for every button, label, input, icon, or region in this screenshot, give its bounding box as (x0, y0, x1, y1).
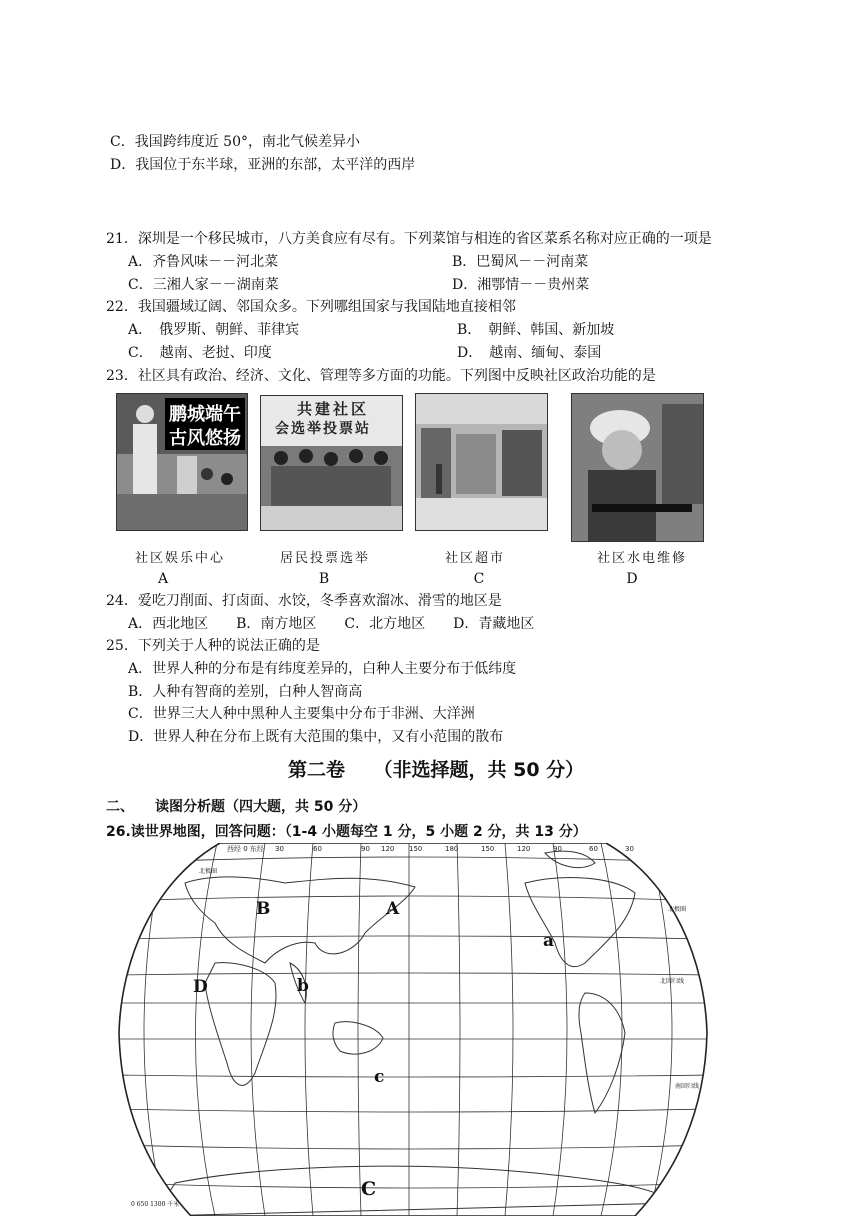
map-label-c-lower: c (374, 1067, 385, 1087)
caption-a: 社区娱乐中心 (134, 551, 225, 566)
photo-a-title-1: 鹏城端午 (169, 404, 241, 425)
caption-d: 社区水电维修 (596, 551, 687, 566)
q21-stem: 21．深圳是一个移民城市，八方美食应有尽有。下列菜馆与相连的省区菜系名称对应正确的一项是 (106, 231, 712, 247)
q22-option-d: D． 越南、缅甸、泰国 (457, 345, 602, 361)
world-map (115, 843, 711, 1216)
q25-stem: 25．下列关于人种的说法正确的是 (106, 638, 320, 654)
photo-d-image (572, 394, 703, 541)
q22-option-b: B． 朝鲜、韩国、新加坡 (457, 322, 615, 338)
map-top-tick: 30 (625, 845, 634, 853)
world-map-graphic (115, 843, 711, 1216)
letter-d: D (626, 571, 638, 587)
map-top-tick: 150 (409, 845, 423, 853)
q26-stem: 26.读世界地图，回答问题：（1-4 小题每空 1 分，5 小题 2 分，共 13 分） (106, 824, 587, 840)
map-top-tick: 180 (445, 845, 459, 853)
photo-voting (260, 395, 403, 531)
photo-repair (571, 393, 704, 542)
label-tropic-south: 南回归线 (675, 1083, 700, 1090)
map-top-tick: 30 (275, 845, 284, 853)
q20-option-c: C．我国跨纬度近 50°，南北气候差异小 (110, 134, 360, 150)
q20-option-d: D．我国位于东半球，亚洲的东部，太平洋的西岸 (110, 157, 416, 173)
photo-supermarket (415, 393, 548, 531)
map-label-c-upper: C (361, 1178, 377, 1200)
map-label-d-upper: D (193, 977, 208, 997)
q24-stem: 24．爱吃刀削面、打卤面、水饺，冬季喜欢溜冰、滑雪的地区是 (106, 593, 502, 609)
map-label-b-lower: b (297, 976, 309, 996)
map-label-b-upper: B (256, 899, 271, 919)
part2-title: 第二卷 （非选择题，共 50 分） (288, 759, 585, 781)
label-tropic: 北回归线 (660, 978, 685, 985)
label-arctic-right: 北极圈 (668, 906, 687, 913)
map-top-tick: 西经 0 东经 (227, 845, 264, 853)
photo-a-title-2: 古风悠扬 (169, 428, 241, 449)
q25-option-b: B．人种有智商的差别，白种人智商高 (128, 684, 363, 700)
photo-b-banner-2: 会选举投票站 (275, 421, 371, 437)
label-arctic-left: 北极圈 (199, 868, 218, 875)
photo-c-image (416, 394, 547, 530)
letter-b: B (318, 571, 330, 587)
q25-option-a: A．世界人种的分布是有纬度差异的，白种人主要分布于低纬度 (128, 661, 517, 677)
map-top-tick: 60 (313, 845, 322, 853)
q22-option-a: A． 俄罗斯、朝鲜、菲律宾 (128, 322, 300, 338)
photo-entertainment-center (116, 393, 248, 531)
map-top-tick: 120 (381, 845, 395, 853)
q21-option-a: A．齐鲁风味－－河北菜 (128, 254, 279, 270)
map-top-tick: 90 (553, 845, 562, 853)
caption-b: 居民投票选举 (279, 551, 370, 566)
q22-stem: 22．我国疆域辽阔、邻国众多。下列哪组国家与我国陆地直接相邻 (106, 299, 516, 315)
part2-section: 二、 读图分析题（四大题，共 50 分） (106, 799, 367, 815)
letter-a: A (157, 571, 169, 587)
map-top-tick: 60 (589, 845, 598, 853)
caption-c: 社区超市 (444, 551, 505, 566)
q23-stem: 23．社区具有政治、经济、文化、管理等多方面的功能。下列图中反映社区政治功能的是 (106, 368, 656, 384)
q25-option-d: D．世界人种在分布上既有大范围的集中，又有小范围的散布 (128, 729, 504, 745)
q21-option-c: C．三湘人家－－湖南菜 (128, 277, 279, 293)
q21-option-b: B．巴蜀风－－河南菜 (452, 254, 589, 270)
letter-c: C (473, 571, 485, 587)
map-top-tick: 120 (517, 845, 531, 853)
map-label-a-upper: A (386, 899, 400, 919)
label-scale: 0 650 1300 千米 (131, 1201, 180, 1208)
q21-option-d: D．湘鄂情－－贵州菜 (452, 277, 590, 293)
q24-options: A．西北地区 B．南方地区 C．北方地区 D．青藏地区 (128, 616, 535, 632)
map-top-tick: 150 (481, 845, 495, 853)
map-label-a-lower: a (543, 931, 555, 951)
photo-b-banner: 共建社区 (297, 400, 370, 418)
q25-option-c: C．世界三大人种中黑种人主要集中分布于非洲、大洋洲 (128, 706, 475, 722)
q22-option-c: C． 越南、老挝、印度 (128, 345, 272, 361)
map-top-tick: 90 (361, 845, 370, 853)
